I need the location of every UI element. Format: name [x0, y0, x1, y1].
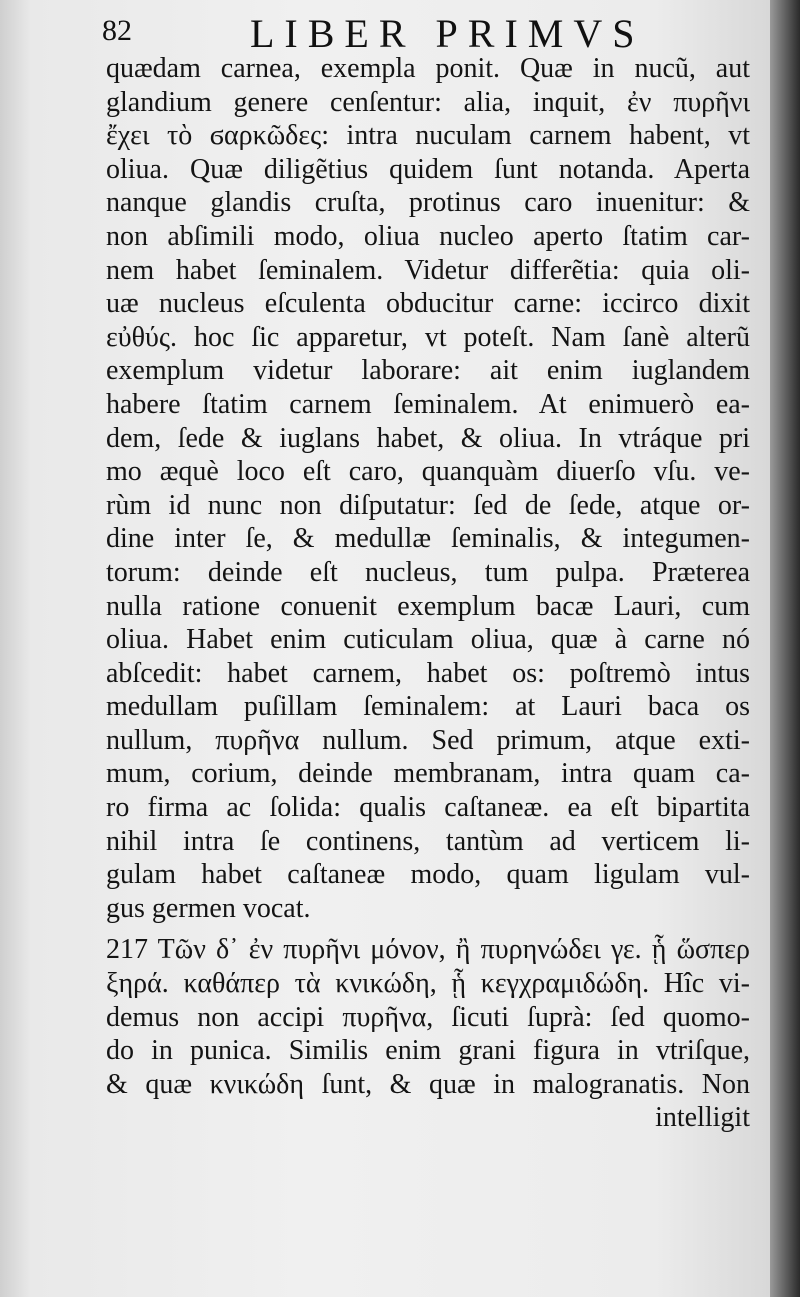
text-line: exemplum videtur laborare: ait enim iuglandem: [106, 355, 750, 387]
section-line: & quæ κνικώδη ſunt, & quæ in malogranatis. Non: [106, 1068, 750, 1100]
text-line: habere ſtatim carnem ſeminalem. At enimuerò ea-: [106, 388, 750, 420]
text-line: nullum, πυρῆνα nullum. Sed primum, atque exti-: [106, 724, 750, 756]
text-line: nem habet ſeminalem. Videtur differẽtia: quia oli-: [106, 254, 750, 286]
section-line: demus non accipi πυρῆνα, ſicuti ſuprà: ſed quomo-: [106, 1001, 750, 1033]
section-line: ξηρά. καθάπερ τὰ κνικώδη, ᾗ κεγχραμιδώδη. Hîc vi-: [106, 968, 750, 1000]
text-line: quædam carnea, exempla ponit. Quæ in nucũ, aut: [106, 53, 750, 84]
text-line: torum: deinde eſt nucleus, tum pulpa. Præterea: [106, 556, 750, 588]
text-line: nanque glandis cruſta, protinus caro inuenitur: &: [106, 187, 750, 219]
catchword: intelligit: [655, 1102, 750, 1134]
text-line: nulla ratione conuenit exemplum bacæ Lauri, cum: [106, 590, 750, 622]
text-line: ἔχει τὸ ϭαρκῶδες: intra nuculam carnem habent, vt: [106, 120, 750, 152]
text-line: mo æquè loco eſt caro, quanquàm diuerſo vſu. ve-: [106, 456, 750, 488]
text-block: [106, 52, 750, 1135]
text-line: medullam puſillam ſeminalem: at Lauri baca os: [106, 691, 750, 723]
text-line: gus germen vocat.: [106, 892, 311, 924]
text-line: rùm id nunc non diſputatur: ſed de ſede, atque or-: [106, 489, 750, 521]
text-line: dine inter ſe, & medullæ ſeminalis, & integumen-: [106, 523, 750, 555]
page-edge-shadow: [770, 0, 800, 1297]
text-line: oliua. Quæ diligẽtius quidem ſunt notanda. Aperta: [106, 153, 750, 185]
section-line: 217 Τῶν δ᾽ ἐν πυρῆνι μόνον, ἢ πυρηνώδει γε. ᾗ ὥσπερ: [106, 934, 750, 966]
text-line: ro firma ac ſolida: qualis caſtaneæ. ea eſt bipartita: [106, 792, 750, 824]
text-line: gulam habet caſtaneæ modo, quam ligulam vul-: [106, 859, 750, 891]
text-line: uæ nucleus eſculenta obducitur carne: iccirco dixit: [106, 288, 750, 320]
text-line: non abſimili modo, oliua nucleo aperto ſtatim car-: [106, 220, 750, 252]
text-line: εὐθύς. hoc ſic apparetur, vt poteſt. Nam ſanè alterũ: [106, 321, 750, 353]
section-line: do in punica. Similis enim grani figura in vtriſque,: [106, 1035, 750, 1067]
text-line: dem, ſede & iuglans habet, & oliua. In vtráque pri: [106, 422, 750, 454]
text-line: mum, corium, deinde membranam, intra quam ca-: [106, 758, 750, 790]
text-line: nihil intra ſe continens, tantùm ad verticem li-: [106, 825, 750, 857]
page-number: 82: [102, 14, 132, 47]
text-line: glandium genere cenſentur: alia, inquit, ἐν πυρῆνι: [106, 86, 750, 118]
running-title: LIBER PRIMVS: [250, 11, 645, 56]
text-line: abſcedit: habet carnem, habet os: poſtremò intus: [106, 657, 750, 689]
text-line: oliua. Habet enim cuticulam oliua, quæ à carne nó: [106, 624, 750, 656]
